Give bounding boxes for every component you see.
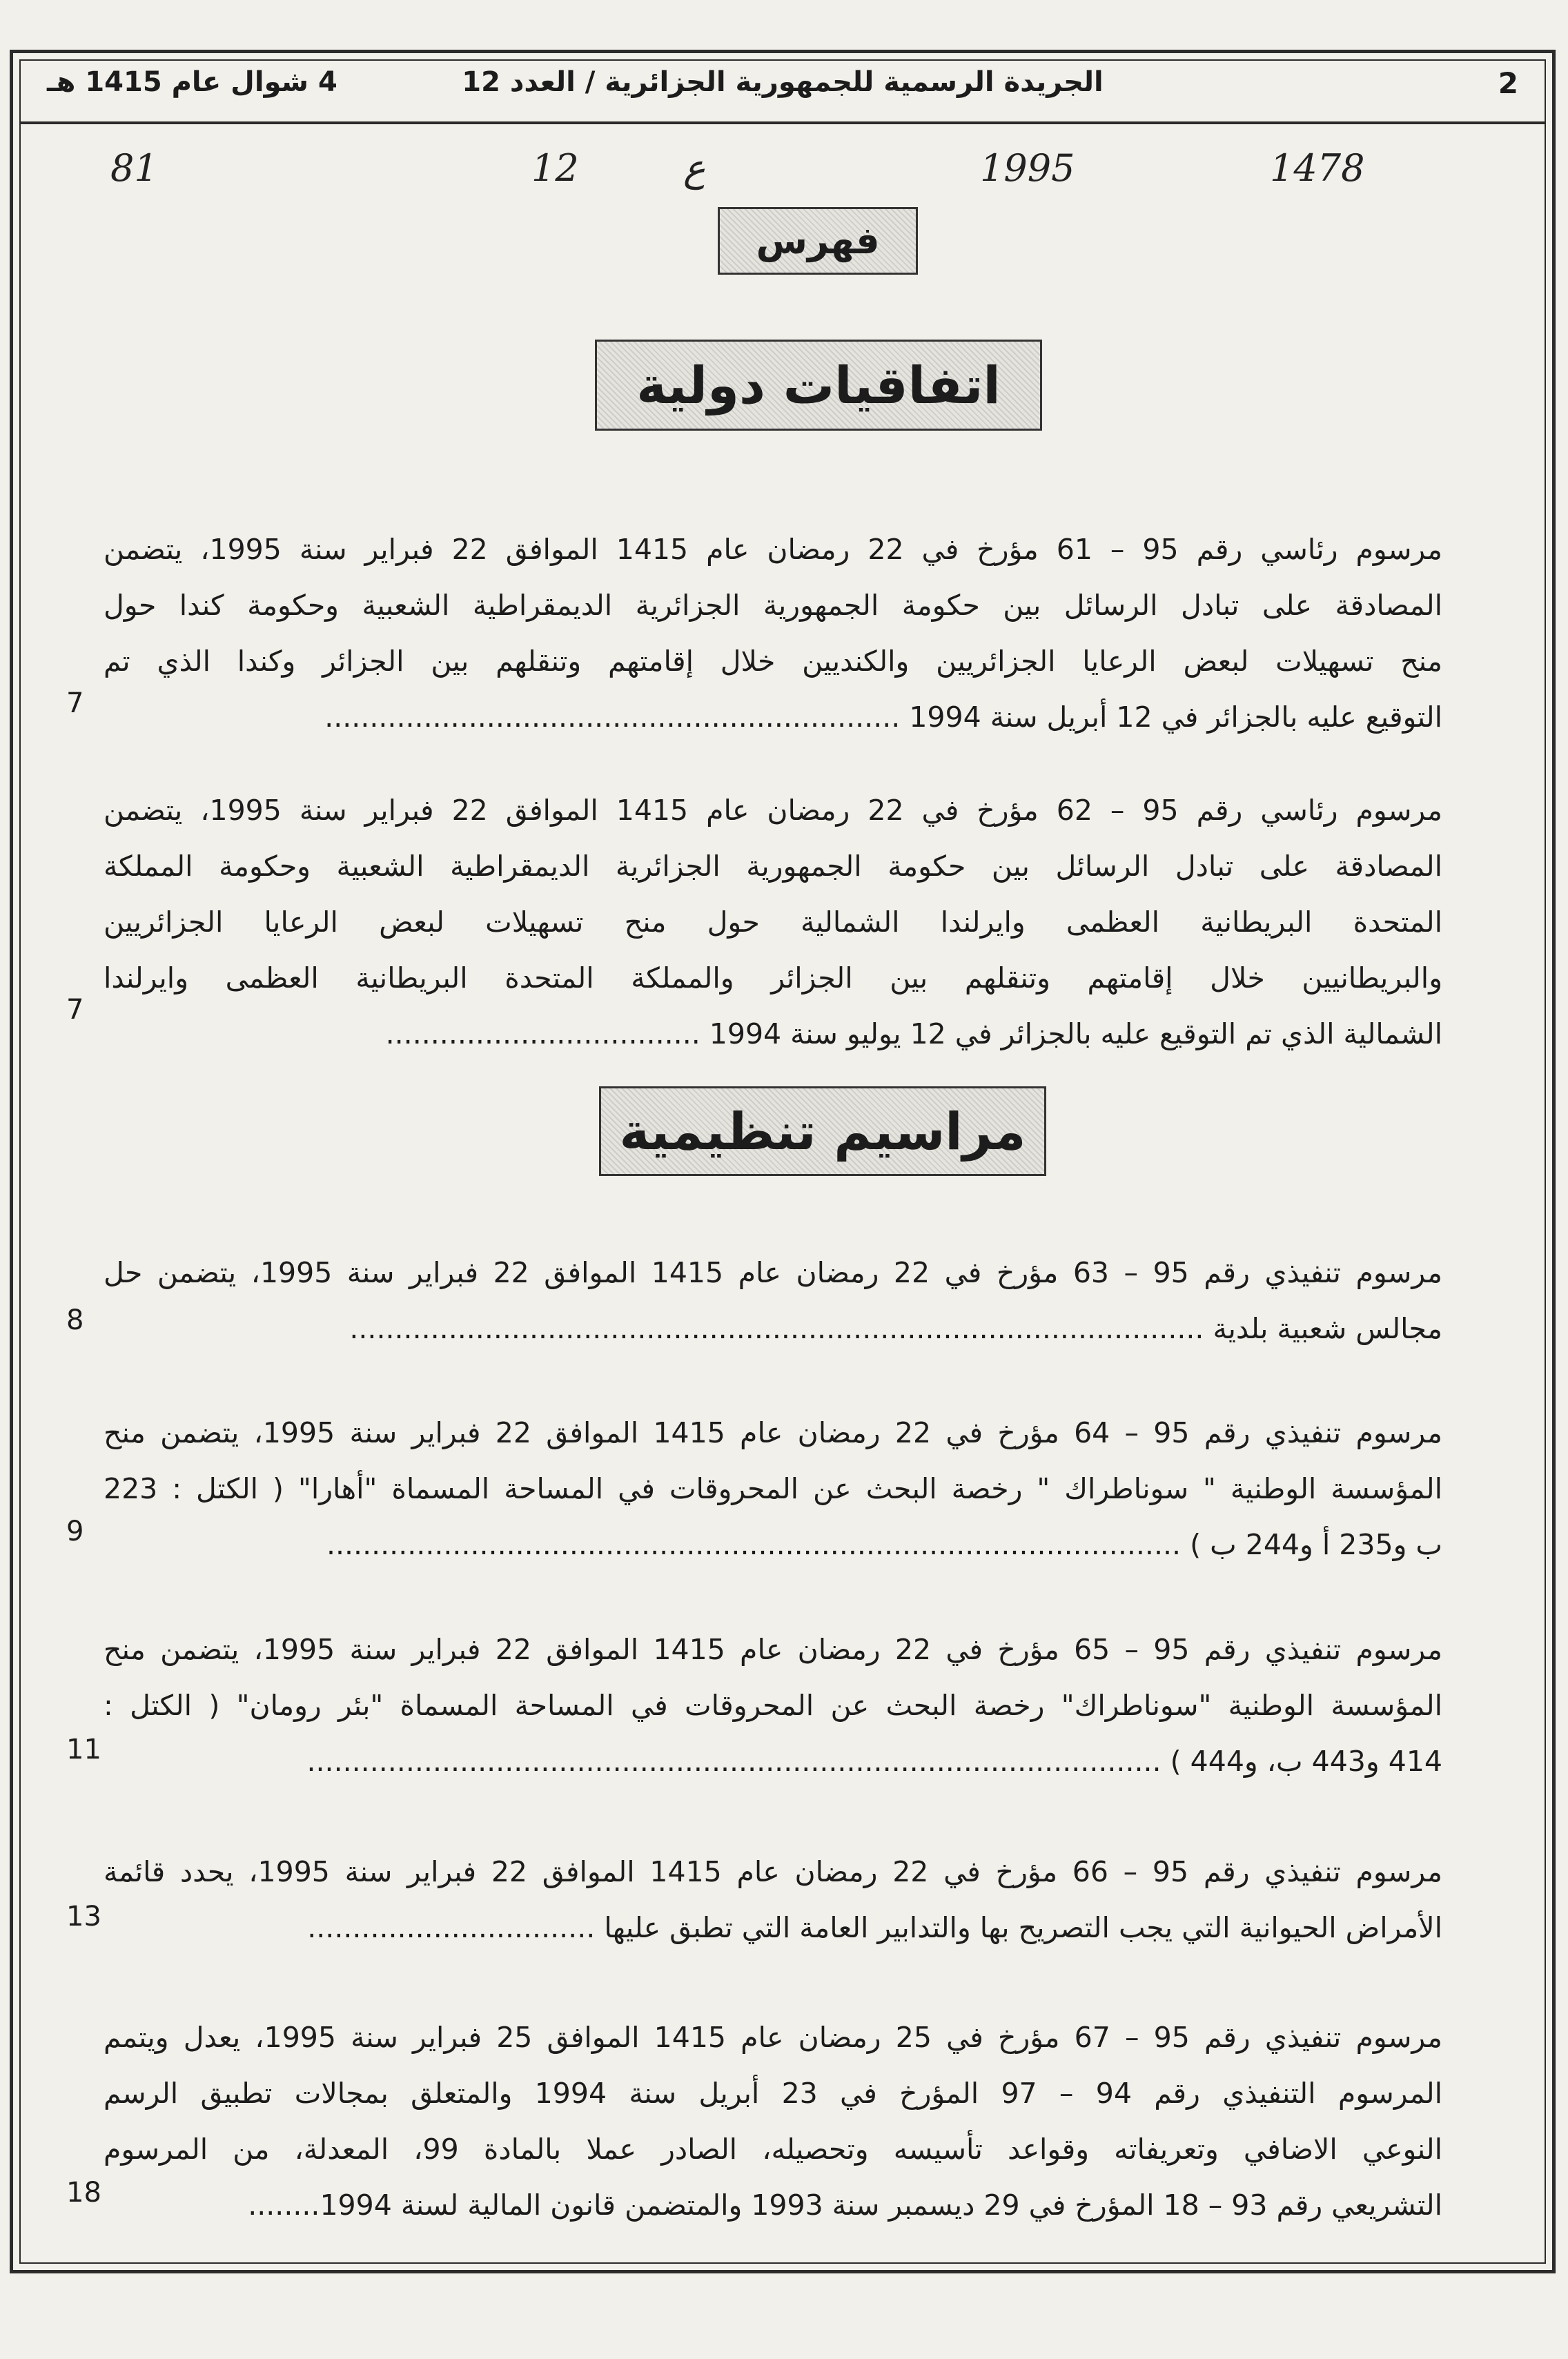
index-entry xyxy=(104,1622,1442,1790)
header-page-number: 2 xyxy=(1498,66,1518,100)
entry-line: مرسوم تنفيذي رقم 95 – 66 مؤرخ في 22 رمضان عام 1415 الموافق 22 فبراير سنة 1995، يحدد قائمة xyxy=(104,1855,1442,1888)
index-entry xyxy=(104,522,1442,745)
section-heading: اتفاقيات دولية xyxy=(595,340,1042,431)
entry-line: مرسوم تنفيذي رقم 95 – 64 مؤرخ في 22 رمضان عام 1415 الموافق 22 فبراير سنة 1995، يتضمن منح xyxy=(104,1416,1442,1449)
entry-line: التشريعي رقم 93 – 18 المؤرخ في 29 ديسمبر سنة 1993 والمتضمن قانون المالية لسنة 1994........ xyxy=(248,2189,1442,2222)
page-header xyxy=(19,59,1546,124)
entry-line: مرسوم رئاسي رقم 95 – 62 مؤرخ في 22 رمضان عام 1415 الموافق 22 فبراير سنة 1995، يتضمن xyxy=(104,794,1443,827)
section-heading: مراسيم تنظيمية xyxy=(599,1086,1046,1176)
entry-line: 414 و443 ب، و444 ) ............................................................................................... xyxy=(306,1745,1442,1778)
entry-line: المصادقة على تبادل الرسائل بين حكومة الجمهورية الجزائرية الديمقراطية الشعبية وحكومة كندا حول xyxy=(104,589,1442,622)
entry-line: المتحدة البريطانية العظمى وايرلندا الشمالية حول منح تسهيلات لبعض الرعايا الجزائريين xyxy=(104,906,1442,939)
entry-line: مرسوم تنفيذي رقم 95 – 67 مؤرخ في 25 رمضان عام 1415 الموافق 25 فبراير سنة 1995، يعدل ويتمم xyxy=(104,2021,1443,2054)
index-entry xyxy=(104,783,1442,1062)
index-entry xyxy=(104,1245,1442,1357)
handwritten-note: 1478 xyxy=(1270,146,1365,190)
entry-line: المؤسسة الوطنية "سوناطراك" رخصة البحث عن المحروقات في المساحة المسماة "بئر رومان" ( الكتل : xyxy=(104,1689,1442,1722)
entry-line: المؤسسة الوطنية " سوناطراك " رخصة البحث عن المحروقات في المساحة المسماة "أهارا" ( الكتل : 223 xyxy=(104,1472,1442,1505)
handwritten-note: 12 xyxy=(531,146,579,190)
entry-line: منح تسهيلات لبعض الرعايا الجزائريين والكنديين خلال إقامتهم وتنقلهم بين الجزائر وكندا الذي تم xyxy=(104,645,1442,678)
entry-page-number: 11 xyxy=(66,1734,101,1765)
entry-page-number: 8 xyxy=(66,1304,84,1336)
entry-line: والبريطانيين خلال إقامتهم وتنقلهم بين الجزائر والمملكة المتحدة البريطانية العظمى وايرلندا xyxy=(104,961,1442,995)
entry-line: مرسوم رئاسي رقم 95 – 61 مؤرخ في 22 رمضان عام 1415 الموافق 22 فبراير سنة 1995، يتضمن xyxy=(104,533,1443,566)
entry-line: مرسوم تنفيذي رقم 95 – 65 مؤرخ في 22 رمضان عام 1415 الموافق 22 فبراير سنة 1995، يتضمن منح xyxy=(104,1633,1442,1666)
handwritten-note: 1995 xyxy=(980,146,1075,190)
entry-line: مرسوم تنفيذي رقم 95 – 63 مؤرخ في 22 رمضان عام 1415 الموافق 22 فبراير سنة 1995، يتضمن حل xyxy=(104,1256,1442,1289)
entry-line: الأمراض الحيوانية التي يجب التصريح بها والتدابير العامة التي تطبق عليها ................................ xyxy=(307,1911,1442,1944)
entry-line: المصادقة على تبادل الرسائل بين حكومة الجمهورية الجزائرية الديمقراطية الشعبية وحكومة المملكة xyxy=(104,850,1442,883)
entry-line: النوعي الاضافي وتعريفاته وقواعد تأسيسه وتحصيله، الصادر عملا بالمادة 99، المعدلة، من المرسوم xyxy=(104,2133,1442,2166)
entry-line: الشمالية الذي تم التوقيع عليه بالجزائر في 12 يوليو سنة 1994 ................................... xyxy=(385,1017,1442,1050)
entry-page-number: 9 xyxy=(66,1516,84,1547)
handwritten-note: 81 xyxy=(110,146,158,190)
index-entry xyxy=(104,1844,1442,1956)
entry-page-number: 13 xyxy=(66,1901,101,1932)
index-entry xyxy=(104,1405,1442,1573)
header-title: الجريدة الرسمية للجمهورية الجزائرية / العدد 12 xyxy=(462,66,1104,98)
entry-page-number: 18 xyxy=(66,2177,101,2209)
entry-line: ب و235 أ و244 ب ) ............................................................................................... xyxy=(326,1528,1442,1561)
entry-page-number: 7 xyxy=(66,687,84,719)
entry-line: التوقيع عليه بالجزائر في 12 أبريل سنة 1994 ................................................................ xyxy=(324,701,1442,734)
entry-page-number: 7 xyxy=(66,994,84,1026)
handwritten-note: ع xyxy=(683,146,706,190)
header-date: 4 شوال عام 1415 هـ xyxy=(47,66,337,98)
entry-line: المرسوم التنفيذي رقم 94 – 97 المؤرخ في 23 أبريل سنة 1994 والمتعلق بمجالات تطبيق الرسم xyxy=(104,2077,1442,2110)
index-entry xyxy=(104,2010,1442,2233)
entry-line: مجالس شعبية بلدية ............................................................................................... xyxy=(349,1312,1442,1345)
index-title: فهرس xyxy=(718,207,918,275)
